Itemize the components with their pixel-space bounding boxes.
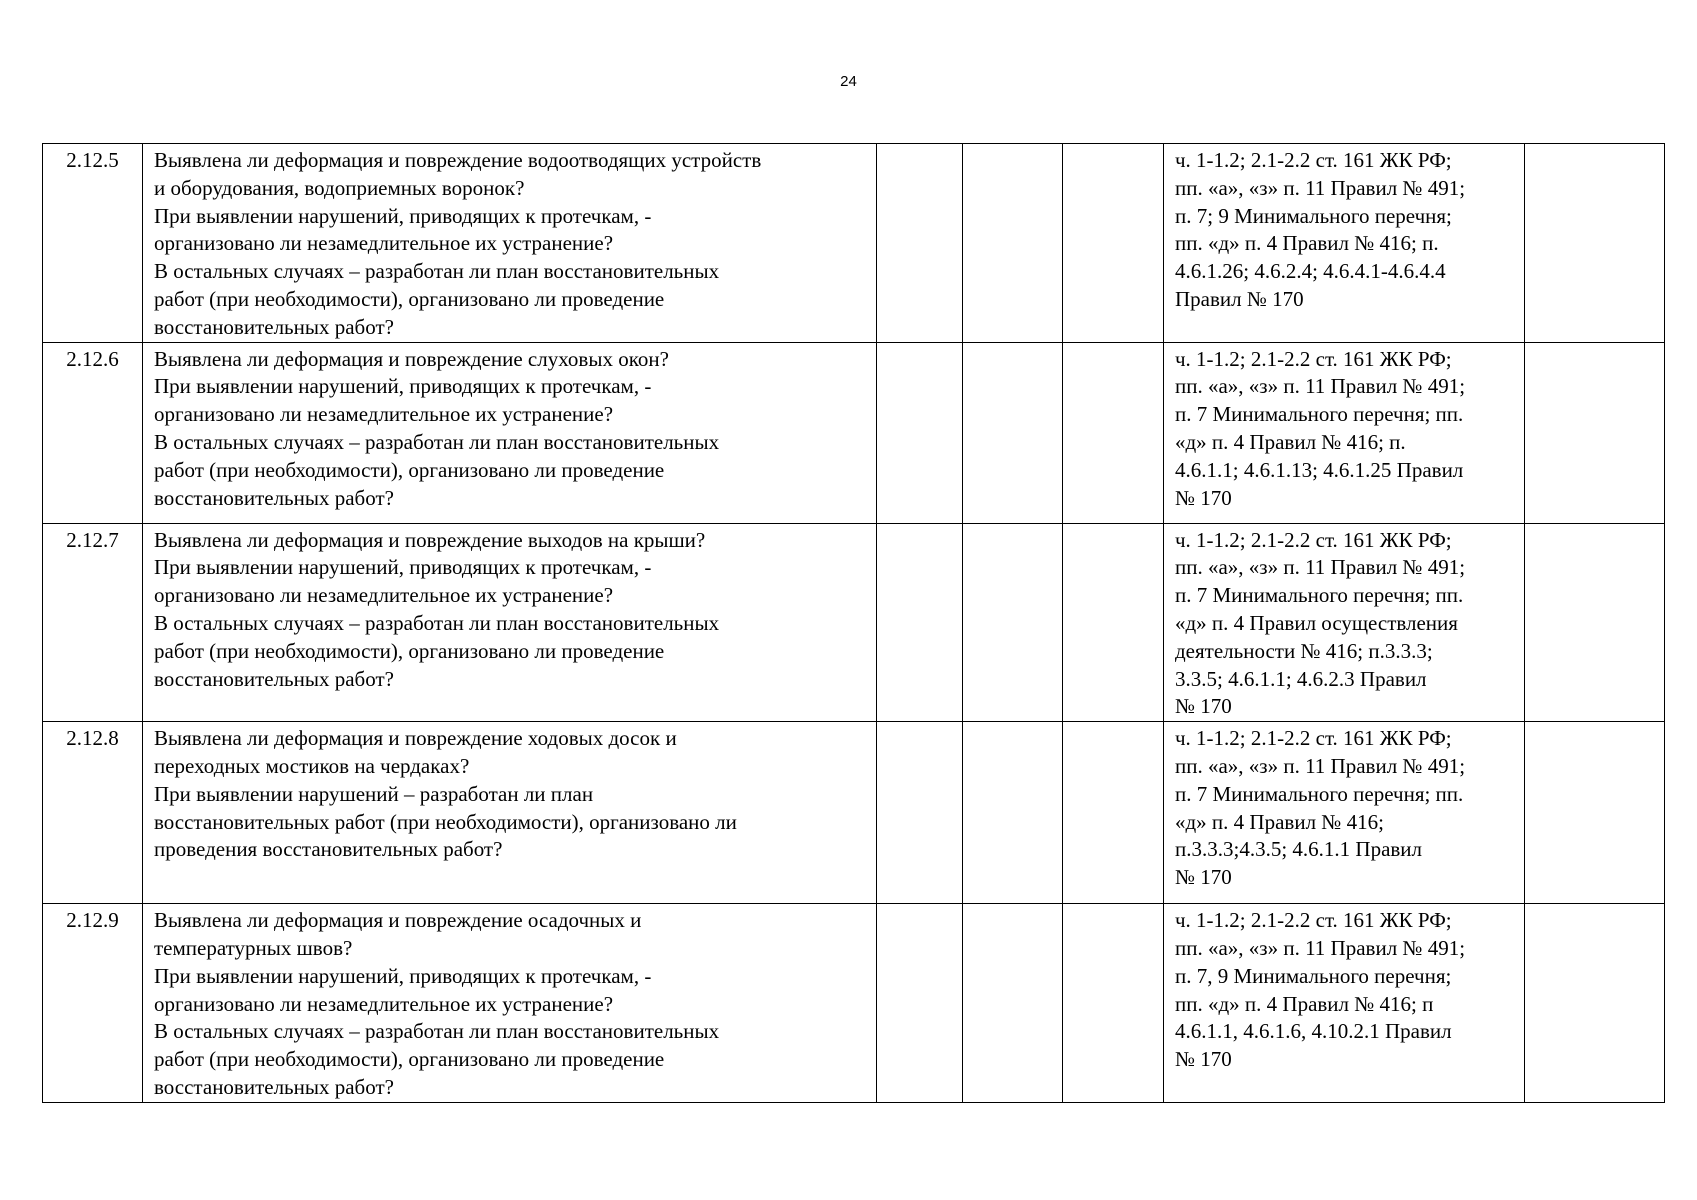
question-cell (143, 144, 877, 343)
answer-yes-cell[interactable] (877, 722, 963, 904)
reference-cell (1164, 722, 1525, 904)
reference-cell (1164, 144, 1525, 343)
table-row (43, 144, 1665, 343)
answer-yes-cell[interactable] (877, 904, 963, 1103)
question-line: организовано ли незамедлительное их устранение? (154, 231, 614, 256)
question-line: При выявлении нарушений, приводящих к протечкам, - (154, 374, 652, 399)
reference-line: п. 7; 9 Минимального перечня; (1175, 203, 1452, 228)
reference-line: пп. «а», «з» п. 11 Правил № 491; (1175, 175, 1466, 200)
notes-cell[interactable] (1525, 722, 1665, 904)
item-number: 2.12.8 (43, 722, 143, 904)
question-line: восстановительных работ? (154, 1074, 394, 1099)
question-line: В остальных случаях – разработан ли план восстановительных (154, 259, 720, 284)
question-cell (143, 722, 877, 904)
question-line: восстановительных работ? (154, 314, 394, 339)
item-number: 2.12.7 (43, 523, 143, 722)
reference-line: «д» п. 4 Правил осуществления (1175, 610, 1458, 635)
question-line: В остальных случаях – разработан ли план восстановительных (154, 429, 720, 454)
question-line: Выявлена ли деформация и повреждение осадочных и (154, 908, 642, 933)
question-line: Выявлена ли деформация и повреждение выходов на крыши? (154, 527, 706, 552)
question-line: работ (при необходимости), организовано ли проведение (154, 638, 665, 663)
item-number: 2.12.6 (43, 342, 143, 523)
table-row (43, 342, 1665, 523)
answer-yes-cell[interactable] (877, 342, 963, 523)
reference-cell (1164, 904, 1525, 1103)
reference-cell (1164, 523, 1525, 722)
reference-line: «д» п. 4 Правил № 416; п. (1175, 429, 1406, 454)
reference-line: п.3.3.3;4.3.5; 4.6.1.1 Правил (1175, 837, 1423, 862)
table-row (43, 904, 1665, 1103)
question-line: При выявлении нарушений, приводящих к протечкам, - (154, 963, 652, 988)
reference-line: пп. «д» п. 4 Правил № 416; п (1175, 991, 1434, 1016)
reference-line: ч. 1-1.2; 2.1-2.2 ст. 161 ЖК РФ; (1175, 908, 1452, 933)
item-number: 2.12.9 (43, 904, 143, 1103)
reference-line: № 170 (1175, 865, 1232, 890)
question-line: Выявлена ли деформация и повреждение ходовых досок и (154, 726, 677, 751)
reference-line: ч. 1-1.2; 2.1-2.2 ст. 161 ЖК РФ; (1175, 726, 1452, 751)
reference-line: 4.6.1.1, 4.6.1.6, 4.10.2.1 Правил (1175, 1019, 1452, 1044)
checklist-table (42, 143, 1665, 1103)
reference-line: п. 7 Минимального перечня; пп. (1175, 781, 1464, 806)
table-row (43, 523, 1665, 722)
question-line: организовано ли незамедлительное их устранение? (154, 402, 614, 427)
answer-na-cell[interactable] (1063, 722, 1164, 904)
answer-no-cell[interactable] (963, 342, 1063, 523)
reference-line: 3.3.5; 4.6.1.1; 4.6.2.3 Правил (1175, 666, 1427, 691)
reference-line: ч. 1-1.2; 2.1-2.2 ст. 161 ЖК РФ; (1175, 148, 1452, 172)
question-line: Выявлена ли деформация и повреждение слуховых окон? (154, 346, 669, 371)
notes-cell[interactable] (1525, 144, 1665, 343)
item-number: 2.12.5 (43, 144, 143, 343)
reference-line: пп. «а», «з» п. 11 Правил № 491; (1175, 555, 1466, 580)
question-line: В остальных случаях – разработан ли план восстановительных (154, 610, 720, 635)
answer-yes-cell[interactable] (877, 144, 963, 343)
reference-cell (1164, 342, 1525, 523)
question-line: В остальных случаях – разработан ли план восстановительных (154, 1019, 720, 1044)
question-line: проведения восстановительных работ? (154, 837, 503, 862)
answer-no-cell[interactable] (963, 523, 1063, 722)
question-line: переходных мостиков на чердаках? (154, 753, 470, 778)
answer-na-cell[interactable] (1063, 904, 1164, 1103)
answer-na-cell[interactable] (1063, 523, 1164, 722)
reference-line: п. 7, 9 Минимального перечня; (1175, 963, 1452, 988)
question-line: организовано ли незамедлительное их устранение? (154, 583, 614, 608)
answer-no-cell[interactable] (963, 904, 1063, 1103)
question-line: Выявлена ли деформация и повреждение водоотводящих устройств (154, 148, 762, 172)
reference-line: пп. «а», «з» п. 11 Правил № 491; (1175, 935, 1466, 960)
reference-line: № 170 (1175, 694, 1232, 719)
reference-line: пп. «а», «з» п. 11 Правил № 491; (1175, 753, 1466, 778)
question-line: восстановительных работ? (154, 666, 394, 691)
question-line: работ (при необходимости), организовано ли проведение (154, 457, 665, 482)
question-line: организовано ли незамедлительное их устранение? (154, 991, 614, 1016)
answer-yes-cell[interactable] (877, 523, 963, 722)
reference-line: деятельности № 416; п.3.3.3; (1175, 638, 1433, 663)
notes-cell[interactable] (1525, 904, 1665, 1103)
question-line: При выявлении нарушений, приводящих к протечкам, - (154, 203, 652, 228)
question-cell (143, 523, 877, 722)
question-line: температурных швов? (154, 935, 353, 960)
answer-no-cell[interactable] (963, 722, 1063, 904)
reference-line: ч. 1-1.2; 2.1-2.2 ст. 161 ЖК РФ; (1175, 346, 1452, 371)
answer-na-cell[interactable] (1063, 144, 1164, 343)
question-line: работ (при необходимости), организовано ли проведение (154, 286, 665, 311)
reference-line: «д» п. 4 Правил № 416; (1175, 809, 1384, 834)
reference-line: пп. «а», «з» п. 11 Правил № 491; (1175, 374, 1466, 399)
question-line: работ (при необходимости), организовано ли проведение (154, 1047, 665, 1072)
reference-line: 4.6.1.1; 4.6.1.13; 4.6.1.25 Правил (1175, 457, 1464, 482)
reference-line: Правил № 170 (1175, 286, 1304, 311)
reference-line: п. 7 Минимального перечня; пп. (1175, 402, 1464, 427)
question-line: восстановительных работ? (154, 485, 394, 510)
answer-no-cell[interactable] (963, 144, 1063, 343)
notes-cell[interactable] (1525, 523, 1665, 722)
notes-cell[interactable] (1525, 342, 1665, 523)
question-cell (143, 904, 877, 1103)
question-cell (143, 342, 877, 523)
question-line: восстановительных работ (при необходимости), организовано ли (154, 809, 737, 834)
reference-line: № 170 (1175, 485, 1232, 510)
question-line: и оборудования, водоприемных воронок? (154, 175, 525, 200)
answer-na-cell[interactable] (1063, 342, 1164, 523)
reference-line: пп. «д» п. 4 Правил № 416; п. (1175, 231, 1439, 256)
reference-line: 4.6.1.26; 4.6.2.4; 4.6.4.1-4.6.4.4 (1175, 259, 1446, 284)
reference-line: № 170 (1175, 1047, 1232, 1072)
reference-line: ч. 1-1.2; 2.1-2.2 ст. 161 ЖК РФ; (1175, 527, 1452, 552)
table-row (43, 722, 1665, 904)
reference-line: п. 7 Минимального перечня; пп. (1175, 583, 1464, 608)
question-line: При выявлении нарушений, приводящих к протечкам, - (154, 555, 652, 580)
question-line: При выявлении нарушений – разработан ли план (154, 781, 594, 806)
page-number: 24 (840, 73, 857, 90)
